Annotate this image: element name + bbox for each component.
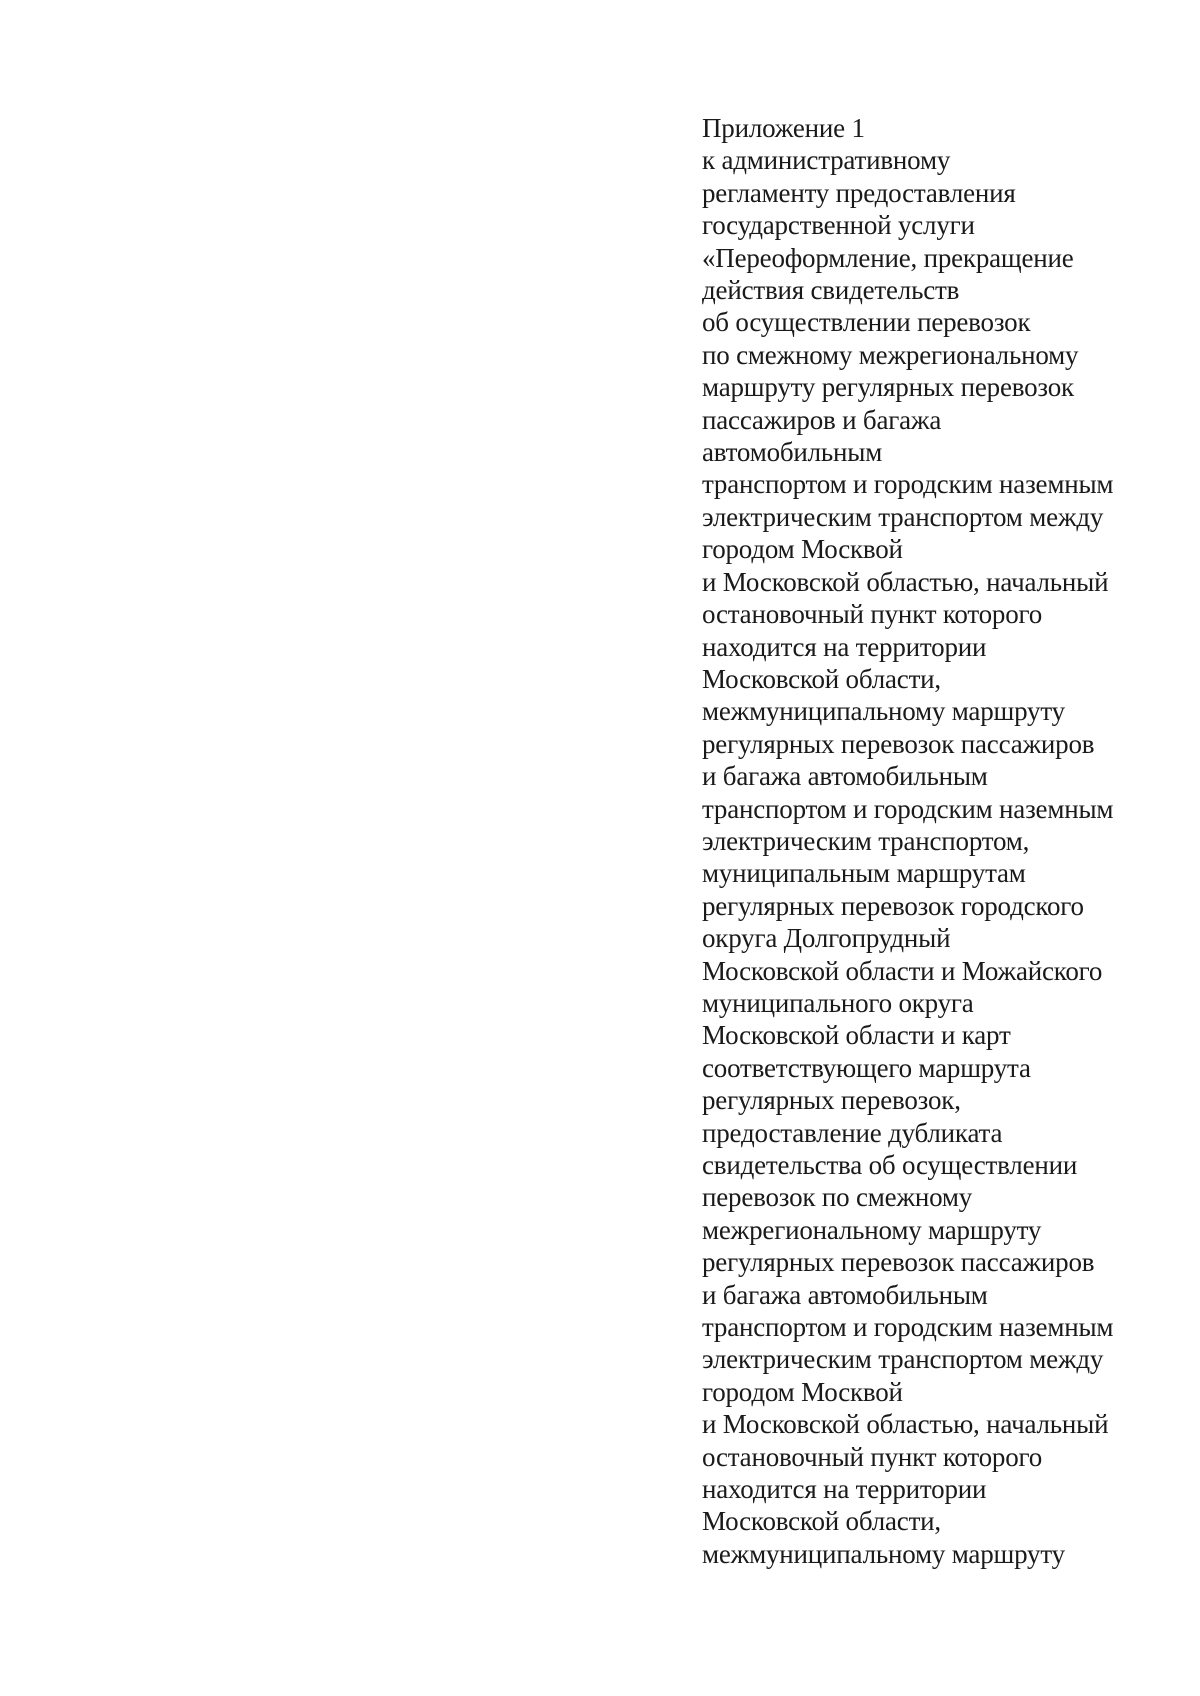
appendix-line: свидетельства об осуществлении xyxy=(702,1150,1078,1180)
appendix-line: электрическим транспортом между xyxy=(702,1344,1104,1375)
appendix-line: и багажа автомобильным xyxy=(702,761,988,792)
appendix-line: соответствующего маршрута xyxy=(702,1052,1031,1083)
appendix-line: маршруту регулярных перевозок xyxy=(702,372,1074,403)
appendix-line: по смежному межрегиональному xyxy=(702,339,1079,370)
appendix-line: и Московской областью, начальный xyxy=(702,566,1109,597)
appendix-line: Московской области, xyxy=(702,1506,941,1537)
appendix-line: об осуществлении перевозок xyxy=(702,307,1031,338)
appendix-line: межмуниципальному маршруту xyxy=(702,1538,1065,1569)
appendix-line: муниципального округа xyxy=(702,987,974,1018)
appendix-line: транспортом и городским наземным xyxy=(702,469,1114,500)
appendix-line: предоставление дубликата xyxy=(702,1117,1003,1148)
appendix-line: Московской области, xyxy=(702,663,941,694)
appendix-line: округа Долгопрудный xyxy=(702,923,951,954)
appendix-heading-block xyxy=(702,112,1172,1570)
appendix-line: межмуниципальному маршруту xyxy=(702,696,1065,727)
appendix-line: электрическим транспортом между xyxy=(702,501,1104,532)
appendix-line: регламенту предоставления xyxy=(702,177,1016,208)
appendix-line: к административному xyxy=(702,145,951,176)
appendix-line: муниципальным маршрутам xyxy=(702,858,1026,889)
appendix-line: находится на территории xyxy=(702,631,987,662)
appendix-line: электрическим транспортом, xyxy=(702,825,1030,856)
appendix-line: транспортом и городским наземным xyxy=(702,1312,1114,1343)
appendix-line: регулярных перевозок пассажиров xyxy=(702,1247,1095,1278)
appendix-line: регулярных перевозок пассажиров xyxy=(702,728,1095,759)
appendix-line: перевозок по смежному xyxy=(702,1182,973,1213)
appendix-line: регулярных перевозок городского xyxy=(702,890,1084,921)
appendix-line: и багажа автомобильным xyxy=(702,1279,988,1310)
appendix-line: государственной услуги xyxy=(702,210,975,241)
appendix-line: городом Москвой xyxy=(702,1376,903,1407)
appendix-line: остановочный пункт которого xyxy=(702,1441,1042,1472)
appendix-line: транспортом и городским наземным xyxy=(702,793,1114,824)
appendix-line: регулярных перевозок, xyxy=(702,1085,961,1116)
appendix-line: Московской области и карт xyxy=(702,1020,1011,1051)
appendix-line: и Московской областью, начальный xyxy=(702,1409,1109,1440)
appendix-line: «Переоформление, прекращение xyxy=(702,242,1074,273)
appendix-line: пассажиров и багажа xyxy=(702,404,942,435)
appendix-line: Приложение 1 xyxy=(702,113,865,143)
appendix-line: действия свидетельств xyxy=(702,275,960,306)
appendix-line: автомобильным xyxy=(702,437,883,468)
appendix-line: межрегиональному маршруту xyxy=(702,1214,1042,1245)
appendix-line: Московской области и Можайского xyxy=(702,955,1103,986)
appendix-line: городом Москвой xyxy=(702,534,903,565)
appendix-line: находится на территории xyxy=(702,1474,987,1505)
appendix-line: остановочный пункт которого xyxy=(702,599,1042,630)
